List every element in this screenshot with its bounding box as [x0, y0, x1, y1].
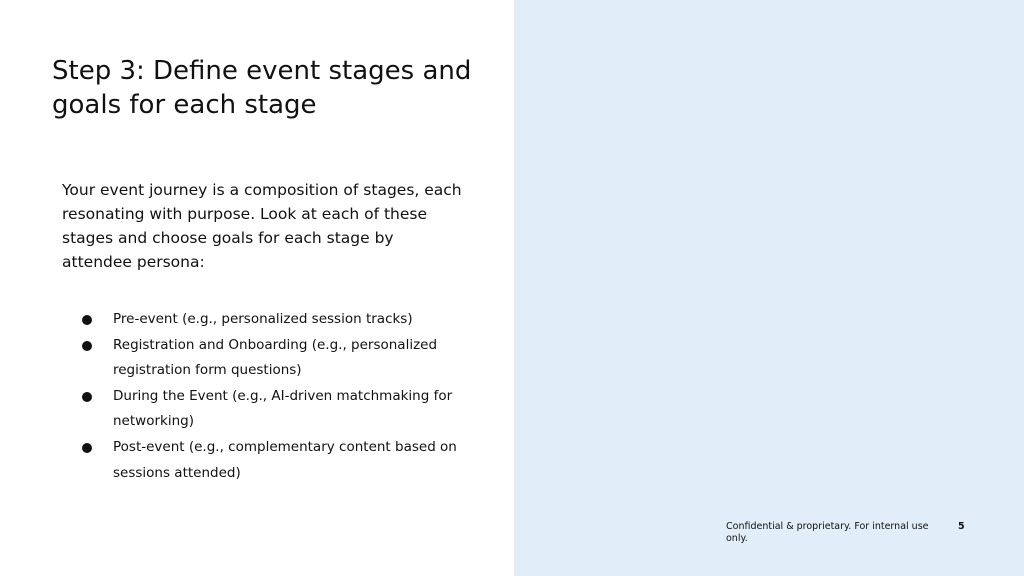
list-item [82, 307, 462, 333]
list-item [82, 333, 462, 384]
list-item [82, 435, 462, 486]
list-item-text: Pre-event (e.g., personalized session tracks) [113, 311, 413, 327]
bullet-dot-icon [82, 341, 92, 351]
confidential-note: Confidential & proprietary. For internal use only. [726, 521, 929, 544]
list-item-text: Post-event (e.g., complementary content based on sessions attended) [113, 438, 457, 481]
right-panel-background [514, 0, 1024, 576]
list-item-text: During the Event (e.g., AI-driven matchmaking for networking) [113, 387, 453, 430]
page-number: 5 [958, 521, 965, 532]
list-item [82, 384, 462, 435]
stage-list [82, 307, 462, 486]
slide-title: Step 3: Define event stages and goals for each stage [52, 56, 472, 120]
bullet-dot-icon [82, 315, 92, 325]
bullet-dot-icon [82, 392, 92, 402]
list-item-text: Registration and Onboarding (e.g., personalized registration form questions) [113, 336, 438, 379]
bullet-dot-icon [82, 443, 92, 453]
intro-paragraph: Your event journey is a composition of stages, each resonating with purpose. Look at each of these stages and choose goals for each stage by attendee persona: [62, 181, 462, 271]
